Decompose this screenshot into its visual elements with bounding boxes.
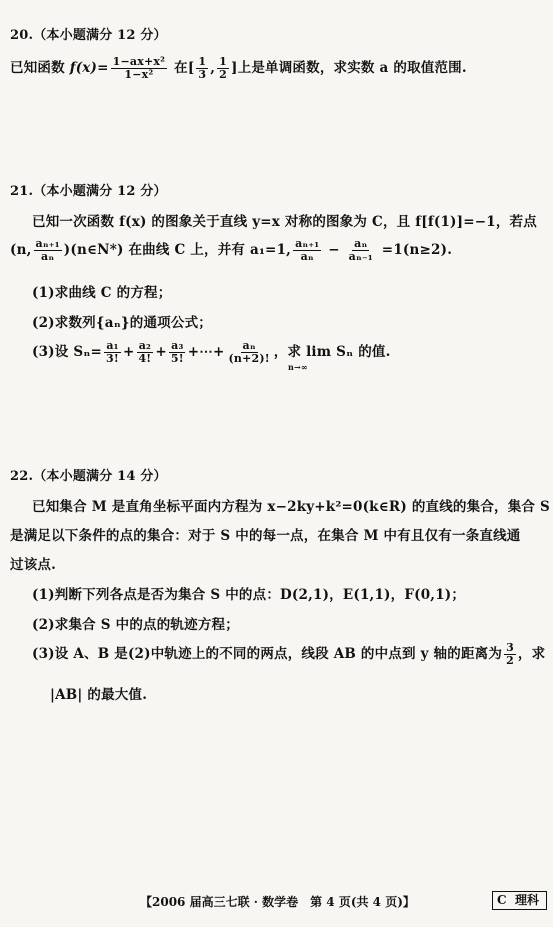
q20-frac-num: 1−ax+x² bbox=[112, 55, 166, 68]
q21-l2-b: )(n∈N*) 在曲线 C 上，并有 a₁=1, bbox=[63, 242, 292, 258]
q20-header: 20.（本小题满分 12 分） bbox=[10, 28, 167, 43]
q20-b-num: 1 bbox=[219, 55, 228, 68]
q22-line1: 已知集合 M 是直角坐标平面内方程为 x−2ky+k²=0(k∈R) 的直线的集合，集合 S bbox=[32, 499, 550, 515]
q21-sub1: (1)求曲线 C 的方程； bbox=[32, 285, 172, 301]
q21-s3-frac4 bbox=[226, 340, 271, 365]
q21-l2-minus: − bbox=[323, 242, 345, 258]
q21-s3-f2n: a₂ bbox=[138, 339, 152, 352]
q21-s3-f1d: 3! bbox=[106, 352, 119, 365]
q21-s3-f2d: 4! bbox=[138, 352, 152, 365]
q21-s3-frac1 bbox=[104, 340, 121, 365]
q20-fraction bbox=[111, 56, 168, 81]
q21-l2-frac1 bbox=[34, 238, 62, 263]
q20-a-num: 1 bbox=[198, 55, 207, 68]
q21-l2-f2n: aₙ₊₁ bbox=[295, 237, 320, 250]
q20-fx: f(x)= bbox=[69, 60, 109, 76]
q21-header: 21.（本小题满分 12 分） bbox=[10, 184, 167, 199]
q20-text-pre: 已知函数 bbox=[10, 60, 70, 76]
q21-sub3 bbox=[32, 340, 391, 365]
q20-interval-a bbox=[196, 56, 208, 81]
q20-statement: 已知函数 f(x)= $\frac{\text{1−ax+x²}}{\text{1−x²}}$ 在[ $\frac{1}{3}$ , $\frac{1}{2}$ ]上是单调函数，求实数 a 的取值范围. bbox=[10, 55, 467, 81]
q21-l2-f3n: aₙ bbox=[354, 237, 368, 250]
q20-text-post: ]上是单调函数，求实数 a 的取值范围. bbox=[231, 60, 467, 76]
q21-s3-f3n: a₃ bbox=[171, 339, 184, 352]
q20-interval-b bbox=[217, 56, 229, 81]
page-footer: 【2006 届高三七联 · 数学卷 第 4 页(共 4 页)】 bbox=[140, 895, 415, 909]
q20-frac-den: 1−x² bbox=[124, 68, 154, 81]
q21-line1: 已知一次函数 f(x) 的图象关于直线 y=x 对称的图象为 C，且 f[f(1)]=−1，若点 bbox=[32, 214, 537, 230]
q20-a-den: 3 bbox=[198, 68, 207, 81]
q21-s3-plus2: + bbox=[155, 344, 167, 360]
subject-tag bbox=[492, 891, 547, 910]
q21-l2-frac3 bbox=[347, 238, 375, 263]
q22-sub2: (2)求集合 S 中的点的轨迹方程； bbox=[32, 617, 239, 633]
q21-s3-frac3 bbox=[169, 340, 186, 365]
q21-s3-f4d: (n+2)! bbox=[228, 352, 270, 365]
q20-text-mid: 在[ bbox=[169, 60, 195, 76]
q21-s3-f3d: 5! bbox=[170, 352, 184, 365]
q21-s3-b: ，求 lim Sₙ 的值. bbox=[273, 344, 391, 360]
q22-last-line: |AB| 的最大值. bbox=[50, 687, 148, 703]
q21-sub2: (2)求数列{aₙ}的通项公式； bbox=[32, 315, 212, 331]
subject-tag-label: 理科 bbox=[515, 893, 540, 907]
q21-s3-a: (3)设 Sₙ= bbox=[32, 344, 103, 360]
q21-l2-f2d: aₙ bbox=[300, 250, 314, 263]
q21-s3-dots: +⋯+ bbox=[187, 344, 225, 360]
q21-l2-a: (n, bbox=[10, 242, 32, 258]
q21-s3-f1n: a₁ bbox=[106, 339, 119, 352]
q21-l2-f1d: aₙ bbox=[41, 250, 55, 263]
q20-b-den: 2 bbox=[219, 68, 228, 81]
q21-s3-frac2 bbox=[136, 340, 153, 365]
q22-header: 22.（本小题满分 14 分） bbox=[10, 469, 167, 484]
q22-sub1: (1)判断下列各点是否为集合 S 中的点：D(2,1)，E(1,1)，F(0,1)； bbox=[32, 587, 466, 603]
q22-line2: 是满足以下条件的点的集合：对于 S 中的每一点，在集合 M 中有且仅有一条直线通 bbox=[10, 528, 521, 544]
q21-s3-f4n: aₙ bbox=[242, 339, 256, 352]
q22-s3-b: ，求 bbox=[517, 646, 546, 662]
q21-line2 bbox=[10, 238, 452, 263]
q22-s3-frac bbox=[504, 642, 516, 667]
q21-l2-f3d: aₙ₋₁ bbox=[348, 250, 373, 263]
q21-l2-c: =1(n≥2). bbox=[376, 242, 453, 258]
q22-sub3 bbox=[32, 642, 545, 667]
q22-s3-fn: 3 bbox=[506, 641, 514, 654]
q22-s3-a: (3)设 A、B 是(2)中轨迹上的不同的两点，线段 AB 的中点到 y 轴的距离为 bbox=[32, 646, 503, 662]
q21-lim-subscript: n→∞ bbox=[288, 362, 308, 372]
q21-s3-plus1: + bbox=[122, 344, 135, 360]
q22-s3-fd: 2 bbox=[506, 654, 514, 667]
q21-l2-f1n: aₙ₊₁ bbox=[35, 237, 60, 250]
q22-line3: 过该点. bbox=[10, 557, 56, 573]
q21-l2-frac2 bbox=[293, 238, 321, 263]
subject-tag-version: C bbox=[497, 893, 507, 907]
